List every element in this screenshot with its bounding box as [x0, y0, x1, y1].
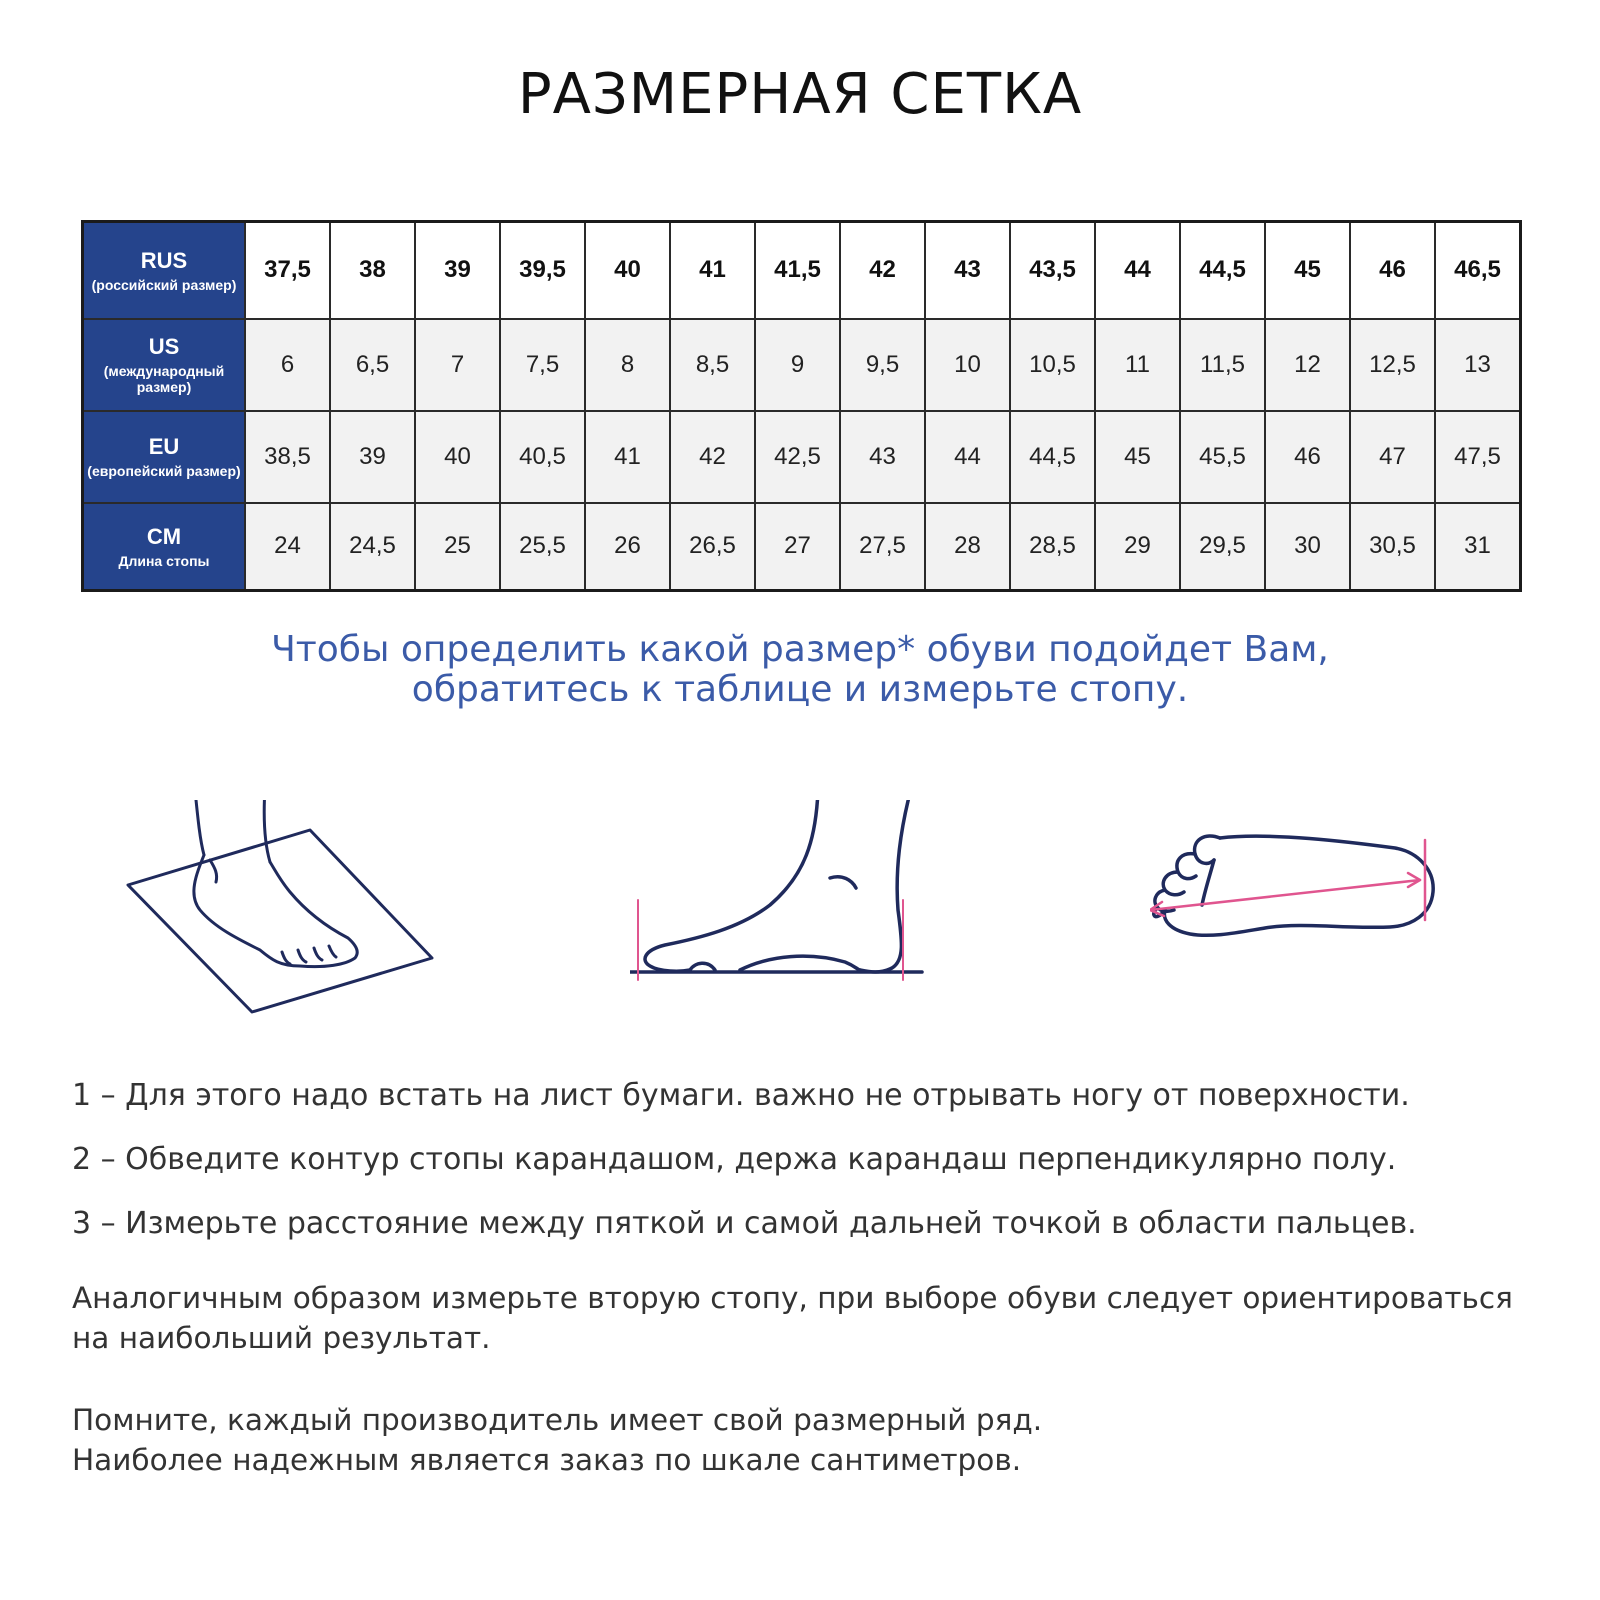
row-header-code: CM — [146, 523, 182, 549]
foot-outline-measure-icon — [1150, 830, 1470, 970]
table-cell: 11 — [1095, 319, 1180, 411]
table-cell: 42,5 — [755, 411, 840, 503]
table-cell: 6,5 — [330, 319, 415, 411]
table-cell: 44 — [925, 411, 1010, 503]
row-header-code: EU — [148, 433, 180, 459]
foot-on-paper-icon — [120, 800, 450, 1045]
table-cell: 25 — [415, 503, 500, 591]
table-cell: 43,5 — [1010, 222, 1095, 319]
table-cell: 40 — [415, 411, 500, 503]
table-cell: 9 — [755, 319, 840, 411]
table-cell: 9,5 — [840, 319, 925, 411]
instruction-hint — [0, 630, 1600, 710]
table-cell: 41,5 — [755, 222, 840, 319]
table-cell: 10,5 — [1010, 319, 1095, 411]
table-cell: 27 — [755, 503, 840, 591]
step-2: 2 – Обведите контур стопы карандашом, держа карандаш перпендикулярно полу. — [72, 1142, 1397, 1177]
table-cell: 26 — [585, 503, 670, 591]
measure-steps — [72, 1078, 1572, 1270]
table-cell: 41 — [670, 222, 755, 319]
table-cell: 25,5 — [500, 503, 585, 591]
row-header-description: Длина стопы — [118, 552, 210, 569]
table-cell: 47 — [1350, 411, 1435, 503]
row-header — [83, 503, 246, 591]
reminder-note-line-1: Помните, каждый производитель имеет свой размерный ряд. — [72, 1403, 1043, 1437]
row-header — [83, 411, 246, 503]
table-cell: 47,5 — [1435, 411, 1521, 503]
second-foot-note-line-2: на наибольший результат. — [72, 1321, 491, 1355]
table-cell: 31 — [1435, 503, 1521, 591]
table-cell: 46,5 — [1435, 222, 1521, 319]
page-title: РАЗМЕРНАЯ СЕТКА — [517, 62, 1083, 127]
step-3: 3 – Измерьте расстояние между пяткой и самой дальней точкой в области пальцев. — [72, 1206, 1417, 1241]
table-cell: 40 — [585, 222, 670, 319]
table-row — [83, 503, 1521, 591]
table-cell: 37,5 — [245, 222, 330, 319]
table-cell: 11,5 — [1180, 319, 1265, 411]
hint-line-1: Чтобы определить какой размер* обуви подойдет Вам, — [271, 629, 1329, 670]
table-cell: 26,5 — [670, 503, 755, 591]
step-1: 1 – Для этого надо встать на лист бумаги. важно не отрывать ногу от поверхности. — [72, 1078, 1410, 1113]
hint-line-2: обратитесь к таблице и измерьте стопу. — [411, 669, 1189, 710]
table-cell: 10 — [925, 319, 1010, 411]
table-cell: 29,5 — [1180, 503, 1265, 591]
table-cell: 12 — [1265, 319, 1350, 411]
table-cell: 28 — [925, 503, 1010, 591]
table-cell: 12,5 — [1350, 319, 1435, 411]
table-cell: 38,5 — [245, 411, 330, 503]
table-cell: 7 — [415, 319, 500, 411]
table-cell: 7,5 — [500, 319, 585, 411]
row-header-description: (международный размер) — [103, 363, 225, 396]
row-header-code: US — [148, 333, 180, 359]
second-foot-note-line-1: Аналогичным образом измерьте вторую стопу, при выборе обуви следует ориентироваться — [72, 1281, 1513, 1315]
reminder-note — [72, 1400, 1582, 1480]
table-cell: 30,5 — [1350, 503, 1435, 591]
table-cell: 24 — [245, 503, 330, 591]
row-header-description: (европейский размер) — [87, 463, 241, 480]
table-cell: 45 — [1265, 222, 1350, 319]
row-header-code: RUS — [140, 247, 188, 273]
table-cell: 28,5 — [1010, 503, 1095, 591]
row-header — [83, 319, 246, 411]
size-chart-table — [81, 220, 1522, 592]
table-cell: 45 — [1095, 411, 1180, 503]
table-cell: 8 — [585, 319, 670, 411]
foot-side-view-icon — [630, 800, 950, 1010]
table-cell: 29 — [1095, 503, 1180, 591]
table-cell: 44,5 — [1010, 411, 1095, 503]
table-cell: 42 — [840, 222, 925, 319]
table-cell: 39,5 — [500, 222, 585, 319]
table-cell: 41 — [585, 411, 670, 503]
table-cell: 39 — [415, 222, 500, 319]
table-cell: 46 — [1350, 222, 1435, 319]
table-row — [83, 222, 1521, 319]
table-cell: 27,5 — [840, 503, 925, 591]
table-cell: 6 — [245, 319, 330, 411]
table-cell: 8,5 — [670, 319, 755, 411]
table-cell: 39 — [330, 411, 415, 503]
table-cell: 13 — [1435, 319, 1521, 411]
table-row — [83, 319, 1521, 411]
table-cell: 44,5 — [1180, 222, 1265, 319]
second-foot-note — [72, 1278, 1582, 1358]
table-cell: 30 — [1265, 503, 1350, 591]
table-cell: 46 — [1265, 411, 1350, 503]
row-header — [83, 222, 246, 319]
table-cell: 43 — [840, 411, 925, 503]
table-cell: 44 — [1095, 222, 1180, 319]
row-header-description: (российский размер) — [91, 276, 237, 293]
table-cell: 45,5 — [1180, 411, 1265, 503]
table-row — [83, 411, 1521, 503]
table-cell: 42 — [670, 411, 755, 503]
table-cell: 38 — [330, 222, 415, 319]
table-cell: 24,5 — [330, 503, 415, 591]
table-cell: 43 — [925, 222, 1010, 319]
reminder-note-line-2: Наиболее надежным является заказ по шкале сантиметров. — [72, 1443, 1022, 1477]
table-cell: 40,5 — [500, 411, 585, 503]
